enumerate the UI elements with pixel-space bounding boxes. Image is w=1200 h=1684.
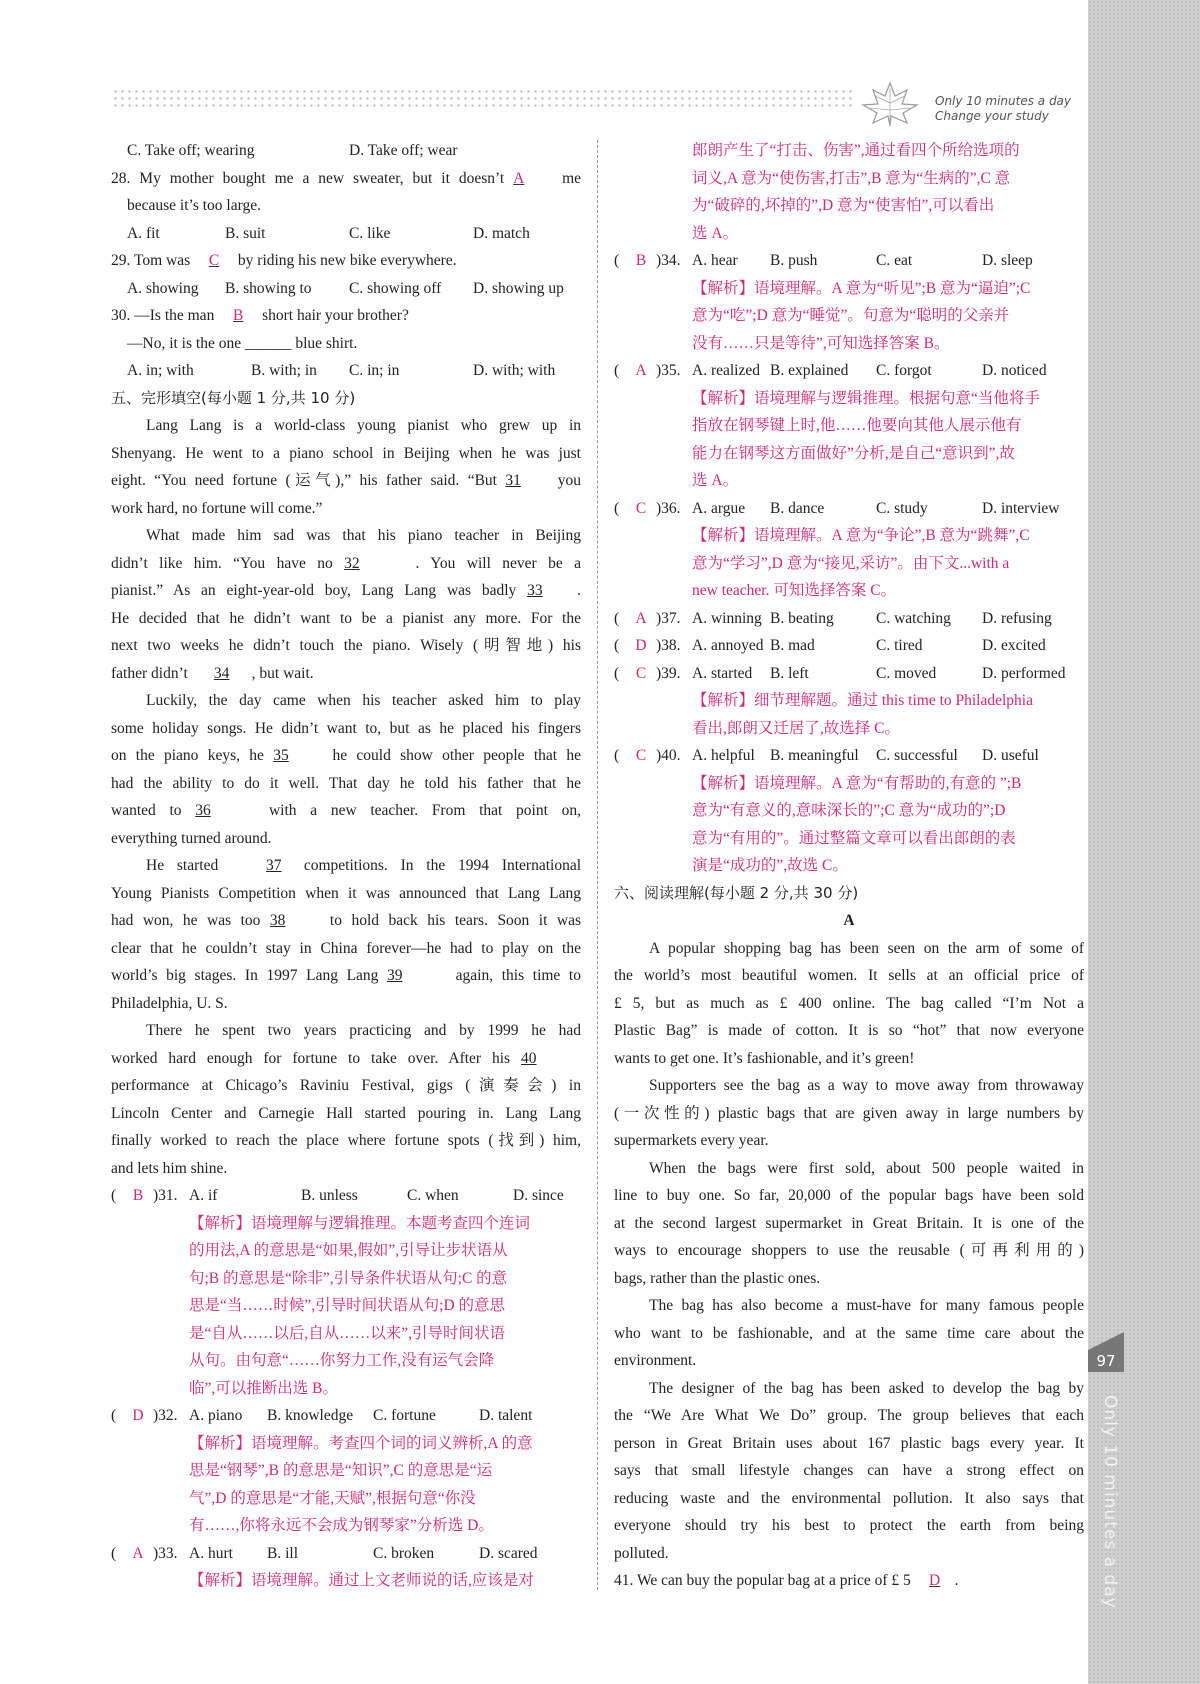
q29-answer: C: [208, 252, 220, 269]
p3-line: had the ability to do it well. That day he told his father that he: [111, 774, 581, 792]
passage-a-line: A popular shopping bag has been seen on the arm of some of: [649, 939, 1084, 957]
header-tagline: [935, 94, 1071, 124]
passage-a-line: says that small lifestyle changes can have a strong effect on: [614, 1462, 1084, 1479]
q36-explanation: new teacher. 可知选择答案 C。: [692, 582, 897, 599]
option-d: D. scared: [479, 1544, 538, 1562]
paren-open: (: [614, 609, 620, 627]
q34-answer: B: [635, 252, 647, 269]
option-d: D. match: [473, 224, 530, 242]
paren-open: (: [614, 664, 620, 682]
q40-explanation: 意为“有意义的,意味深长的”;C 意为“成功的”;D: [692, 802, 1006, 819]
blank-35: 35: [273, 747, 289, 764]
p4-line: Young Pianists Competition when it was announced that Lang Lang: [111, 884, 581, 902]
p4-line: clear that he couldn’t stay in China forever—he had to play on the: [111, 939, 581, 957]
text: didn’t like him. “You have no: [111, 554, 333, 572]
q32-explanation: 思是“钢琴”,B 的意思是“知识”,C 的意思是“运: [189, 1462, 493, 1479]
blank-34: 34: [213, 664, 230, 682]
passage-a-line: When the bags were first sold, about 500 people waited in: [649, 1159, 1084, 1177]
q40-row: [614, 742, 1084, 770]
option-b: B. knowledge: [267, 1407, 354, 1424]
passage-a-line: wants to get one. It’s fashionable, and it’s green!: [614, 1049, 915, 1067]
q32-explanation: 气”,D 的意思是“才能,天赋”,根据句意“你没: [189, 1489, 476, 1507]
p2-line: next two weeks he didn’t touch the piano. Wisely (明智地) his: [111, 637, 581, 654]
passage-a-line: who want to be fashionable, and at the same time care about the: [614, 1324, 1084, 1342]
q33-number: )33.: [153, 1544, 178, 1562]
q40-explanation: 意为“有用的”。通过整篇文章可以看出郎朗的表: [692, 829, 1016, 847]
q31-number: )31.: [153, 1187, 178, 1204]
p1-line: Lang Lang is a world-class young pianist who grew up in: [146, 417, 581, 434]
option-b: B. ill: [267, 1544, 299, 1562]
q31-answer: B: [132, 1187, 144, 1204]
section-6-heading: 六、阅读理解(每小题 2 分,共 30 分): [614, 883, 859, 902]
tagline-line-1: Only 10 minutes a day: [935, 94, 1072, 108]
q27-options: [111, 137, 581, 165]
option-d: D. Take off; wear: [349, 142, 458, 159]
q34-explanation: 意为“吃”;D 意为“睡觉”。句意为“聪明的父亲并: [692, 307, 1010, 324]
option-a: A. winning: [692, 609, 762, 627]
option-d: D. refusing: [982, 609, 1052, 627]
q35-explanation: 指放在钢琴键上时,他……他要向其他人展示他有: [692, 417, 1022, 434]
left-column: [111, 137, 581, 1595]
q31-explanation: 思是“当……时候”,引导时间状语从句;D 的意思: [189, 1297, 506, 1314]
option-a: A. started: [692, 664, 753, 682]
option-d: D. excited: [982, 637, 1046, 654]
passage-a-line: the “We Are What We Do” group. The group believes that each: [614, 1407, 1084, 1424]
option-a: A. in; with: [127, 362, 194, 379]
option-a: A. fit: [127, 224, 160, 242]
q36-answer: C: [635, 499, 647, 517]
paren-open: (: [614, 362, 620, 379]
passage-a-line: £ 5, but as much as £ 400 online. The bag called “I’m Not a: [614, 994, 1084, 1012]
q36-explanation: 意为“学习”,D 意为“接见,采访”。由下文...with a: [692, 554, 1010, 572]
option-b: B. meaningful: [770, 747, 859, 764]
p1-line: work hard, no fortune will come.”: [111, 499, 323, 517]
q39-explanation: 看出,郎朗又迁居了,故选择 C。: [692, 719, 900, 737]
p2-line: [111, 550, 581, 578]
option-d: D. performed: [982, 664, 1066, 682]
option-a: A. annoyed: [692, 637, 764, 654]
passage-a-line: the world’s most beautiful women. It sells at an official price of: [614, 967, 1084, 984]
q30-line1: [111, 302, 581, 330]
q31-explanation: 句;B 的意思是“除非”,引导条件状语从句;C 的意: [189, 1269, 508, 1287]
option-b: B. showing to: [225, 279, 312, 297]
p2-line: [111, 577, 581, 605]
q39-explanation: 【解析】细节理解题。通过 this time to Philadelphia: [692, 692, 1033, 709]
text: to hold back his tears. Soon it was: [329, 912, 581, 929]
q30-stem: 30. —Is the man: [111, 307, 215, 324]
q41-line: [614, 1567, 1084, 1595]
q31-row: [111, 1182, 581, 1210]
q30-answer: B: [233, 307, 244, 324]
q34-row: [614, 247, 1084, 275]
text: world’s big stages. In 1997 Lang Lang: [111, 967, 379, 984]
option-a: A. argue: [692, 499, 746, 517]
option-c: C. when: [407, 1187, 459, 1204]
option-c: C. showing off: [349, 279, 442, 297]
option-c: C. in; in: [349, 362, 400, 379]
p5-line: There he spent two years practicing and by 1999 he had: [146, 1022, 581, 1039]
option-c: C. study: [876, 499, 928, 517]
text: had won, he was too: [111, 912, 261, 929]
q40-explanation: 演是“成功的”,故选 C。: [692, 857, 848, 874]
text: worked hard enough for fortune to take over. After his: [111, 1049, 511, 1067]
p5-line: Lincoln Center and Carnegie Hall started pouring in. Lang Lang: [111, 1104, 581, 1122]
page-tab-corner: [1088, 1332, 1124, 1350]
passage-a-line: person in Great Britain uses about 167 plastic bags every year. It: [614, 1434, 1084, 1452]
option-c: C. fortune: [373, 1407, 436, 1424]
text: He started: [146, 857, 219, 874]
p2-line: He decided that he didn’t want to be a pianist any more. For the: [111, 609, 581, 627]
q29-stem: 29. Tom was: [111, 252, 191, 269]
p3-line: [111, 742, 581, 770]
q33-row: [111, 1540, 581, 1568]
tagline-line-2: Change your study: [935, 109, 1049, 123]
passage-a-line: environment.: [614, 1352, 697, 1369]
text: on the piano keys, he: [111, 747, 264, 764]
option-d: D. showing up: [473, 279, 564, 297]
option-c: C. moved: [876, 664, 937, 682]
q38-row: [614, 632, 1084, 660]
p5-line: finally worked to reach the place where fortune spots (找到) him,: [111, 1132, 581, 1149]
q37-number: )37.: [656, 609, 681, 627]
option-a: A. if: [189, 1187, 218, 1204]
q30-reply: —No, it is the one: [127, 334, 242, 352]
text: with a new teacher. From that point on,: [268, 802, 582, 819]
option-d: D. sleep: [982, 252, 1033, 269]
p4-line: [111, 852, 581, 880]
passage-a-line: at the second largest supermarket in Great Britain. It is one of the: [614, 1214, 1084, 1232]
q33-explanation-cont: 为“破碎的,坏掉的”,D 意为“使害怕”,可以看出: [692, 197, 995, 214]
paren-open: (: [614, 637, 620, 654]
q30-stem-end: short hair your brother?: [262, 307, 409, 324]
p4-line: [111, 962, 581, 990]
text: you: [557, 472, 581, 489]
passage-a-line: line to buy one. So far, 20,000 of the popular bags have been sold: [614, 1187, 1084, 1204]
q30-options: [111, 357, 581, 385]
q35-row: [614, 357, 1084, 385]
q35-answer: A: [635, 362, 647, 379]
option-d: D. with; with: [473, 362, 556, 379]
paren-open: (: [111, 1407, 117, 1424]
option-b: B. dance: [770, 499, 825, 517]
passage-a-line: everyone should try his best to protect the earth from being: [614, 1517, 1084, 1534]
q34-number: )34.: [656, 252, 681, 269]
q35-explanation: 能力在钢琴这方面做好”分析,是自己“意识到”,故: [692, 444, 1015, 462]
q31-explanation: 的用法,A 的意思是“如果,假如”,引导让步状语从: [189, 1242, 508, 1259]
passage-a-line: bags, rather than the plastic ones.: [614, 1269, 821, 1287]
q36-explanation: 【解析】语境理解。A 意为“争论”,B 意为“跳舞”,C: [692, 527, 1030, 544]
q31-explanation: 从句。由句意“……你努力工作,没有运气会降: [189, 1352, 495, 1369]
paren-open: (: [111, 1187, 117, 1204]
blank-37: 37: [266, 857, 282, 874]
option-c: C. tired: [876, 637, 923, 654]
q30-line2: [111, 330, 581, 358]
q34-explanation: 【解析】语境理解。A 意为“听见”;B 意为“逼迫”;C: [692, 279, 1031, 297]
passage-a-line: The designer of the bag has been asked to develop the bag by: [649, 1379, 1084, 1397]
p5-line: performance at Chicago’s Raviniu Festival, gigs (演奏会) in: [111, 1077, 581, 1094]
q34-explanation: 没有……只是等待”,可知选择答案 B。: [692, 334, 950, 352]
q32-number: )32.: [153, 1407, 178, 1424]
q41-stem: 41. We can buy the popular bag at a price of £ 5: [614, 1572, 911, 1589]
text: father didn’t: [111, 664, 188, 682]
q32-explanation: 【解析】语境理解。考查四个词的词义辨析,A 的意: [189, 1434, 533, 1452]
q31-explanation: 是“自从……以后,自从……以来”,引导时间状语: [189, 1324, 506, 1342]
right-column: [614, 137, 1084, 1595]
passage-a-line: Supporters see the bag as a way to move away from throwaway: [649, 1077, 1084, 1094]
option-c: C. Take off; wearing: [127, 142, 255, 159]
page-number: 97: [1088, 1350, 1124, 1372]
blank-40: 40: [521, 1049, 537, 1067]
q29-stem-end: by riding his new bike everywhere.: [237, 252, 457, 269]
q40-explanation: 【解析】语境理解。A 意为“有帮助的,有意的 ”;B: [692, 774, 1022, 792]
passage-a-line: reducing waste and the environmental pollution. It also says that: [614, 1489, 1084, 1507]
blank-31: 31: [505, 472, 521, 489]
text: .: [577, 582, 581, 599]
q33-explanation-cont: 郎朗产生了“打击、伤害”,通过看四个所给选项的: [692, 142, 1020, 159]
option-b: B. with; in: [251, 362, 317, 379]
q33-explanation: 【解析】语境理解。通过上文老师说的话,应该是对: [189, 1572, 534, 1589]
q39-answer: C: [635, 664, 647, 682]
option-b: B. explained: [770, 362, 849, 379]
paren-open: (: [614, 252, 620, 269]
q33-answer: A: [132, 1544, 144, 1562]
option-c: C. like: [349, 224, 391, 242]
q32-answer: D: [132, 1407, 144, 1424]
passage-a-line: ways to encourage shoppers to use the reusable (可再利用的): [614, 1242, 1084, 1259]
option-a: A. hear: [692, 252, 738, 269]
q35-number: )35.: [656, 362, 681, 379]
q32-explanation: 有……,你将永远不会成为钢琴家”分析选 D。: [189, 1517, 494, 1534]
q39-number: )39.: [656, 664, 681, 682]
q35-explanation: 【解析】语境理解与逻辑推理。根据句意“当他将手: [692, 389, 1040, 407]
paren-open: (: [111, 1544, 117, 1562]
text: he could show other people that he: [332, 747, 581, 764]
option-b: B. unless: [301, 1187, 358, 1204]
option-c: C. eat: [876, 252, 913, 269]
blank-39: 39: [387, 967, 403, 984]
option-b: B. beating: [770, 609, 834, 627]
q40-number: )40.: [656, 747, 681, 764]
q41-stem-end: .: [954, 1572, 959, 1589]
blank-33: 33: [527, 582, 543, 599]
q30-reply-end: blue shirt.: [295, 334, 358, 352]
q28-options: [111, 220, 581, 248]
p5-line: [111, 1045, 581, 1073]
p3-line: some holiday songs. He didn’t want to, but as he placed his fingers: [111, 719, 581, 737]
side-vertical-text: Only 10 minutes a day: [1100, 1395, 1120, 1609]
q29-options: [111, 275, 581, 303]
blank-32: 32: [344, 554, 360, 572]
text: , but wait.: [251, 664, 314, 682]
blank-38: 38: [269, 912, 286, 929]
option-b: B. suit: [225, 224, 266, 242]
text: wanted to: [111, 802, 182, 819]
q38-number: )38.: [656, 637, 681, 654]
passage-a-heading: A: [843, 912, 855, 929]
paren-open: (: [614, 747, 620, 764]
q30-blank: ______: [244, 334, 292, 352]
q31-explanation: 【解析】语境理解与逻辑推理。本题考查四个连词: [189, 1214, 531, 1232]
q38-answer: D: [635, 637, 647, 654]
q37-row: [614, 605, 1084, 633]
option-c: C. broken: [373, 1544, 435, 1562]
blank-36: 36: [195, 802, 211, 819]
option-c: C. forgot: [876, 362, 932, 379]
option-b: B. mad: [770, 637, 815, 654]
text: eight. “You need fortune (运气),” his father said. “But: [111, 472, 497, 489]
column-divider: [597, 140, 598, 1590]
p3-line: Luckily, the day came when his teacher asked him to play: [146, 692, 581, 709]
q37-answer: A: [635, 609, 647, 627]
q28-stem-end: me: [562, 169, 581, 187]
option-d: D. noticed: [982, 362, 1047, 379]
section-5-heading: 五、完形填空(每小题 1 分,共 10 分): [111, 388, 356, 407]
maple-leaf-icon: [855, 78, 925, 128]
text: again, this time to: [455, 967, 581, 984]
text: . You will never be a: [415, 554, 582, 572]
q41-answer: D: [929, 1572, 941, 1589]
p4-line: [111, 907, 581, 935]
option-d: D. talent: [479, 1407, 533, 1424]
option-a: A. helpful: [692, 747, 755, 764]
p4-line: Philadelphia, U. S.: [111, 994, 228, 1012]
option-d: D. interview: [982, 499, 1060, 517]
option-c: C. successful: [876, 747, 958, 764]
text: pianist.” As an eight-year-old boy, Lang Lang was badly: [111, 582, 517, 599]
q36-row: [614, 495, 1084, 523]
q29-line: [111, 247, 581, 275]
option-b: B. left: [770, 664, 809, 682]
p1-line: [111, 467, 581, 495]
option-d: D. useful: [982, 747, 1039, 764]
q28-line1: [111, 165, 581, 193]
passage-a-line: polluted.: [614, 1544, 669, 1562]
q28-answer: A: [513, 169, 525, 187]
option-c: C. watching: [876, 609, 951, 627]
option-a: A. showing: [127, 279, 199, 297]
q36-number: )36.: [656, 499, 681, 517]
q28-stem: 28. My mother bought me a new sweater, but it doesn’t: [111, 169, 505, 187]
paren-open: (: [614, 499, 620, 517]
option-a: A. hurt: [189, 1544, 233, 1562]
header-dotted-band: [112, 88, 852, 110]
q40-answer: C: [635, 747, 647, 764]
p2-line: [111, 660, 581, 688]
q39-row: [614, 660, 1084, 688]
p3-line: [111, 797, 581, 825]
q31-explanation: 临”,可以推断出选 B。: [189, 1379, 338, 1397]
q33-explanation-cont: 选 A。: [692, 224, 739, 242]
option-a: A. realized: [692, 362, 760, 379]
p1-line: Shenyang. He went to a piano school in Beijing when he was just: [111, 444, 581, 462]
p2-line: What made him sad was that his piano teacher in Beijing: [146, 527, 581, 544]
q32-row: [111, 1402, 581, 1430]
q33-explanation-cont: 词义,A 意为“使伤害,打击”,B 意为“生病的”,C 意: [692, 169, 1011, 187]
option-a: A. piano: [189, 1407, 243, 1424]
text: competitions. In the 1994 International: [303, 857, 582, 874]
option-b: B. push: [770, 252, 818, 269]
passage-a-line: supermarkets every year.: [614, 1132, 769, 1149]
q35-explanation: 选 A。: [692, 472, 739, 489]
option-d: D. since: [513, 1187, 564, 1204]
passage-a-line: (一次性的) plastic bags that are given away in large numbers by: [614, 1104, 1084, 1122]
p3-line: everything turned around.: [111, 829, 272, 847]
q28-line2: because it’s too large.: [127, 197, 262, 214]
p5-line: and lets him shine.: [111, 1159, 228, 1177]
passage-a-line: Plastic Bag” is made of cotton. It is so “hot” that now everyone: [614, 1022, 1084, 1039]
passage-a-line: The bag has also become a must-have for many famous people: [649, 1297, 1084, 1314]
